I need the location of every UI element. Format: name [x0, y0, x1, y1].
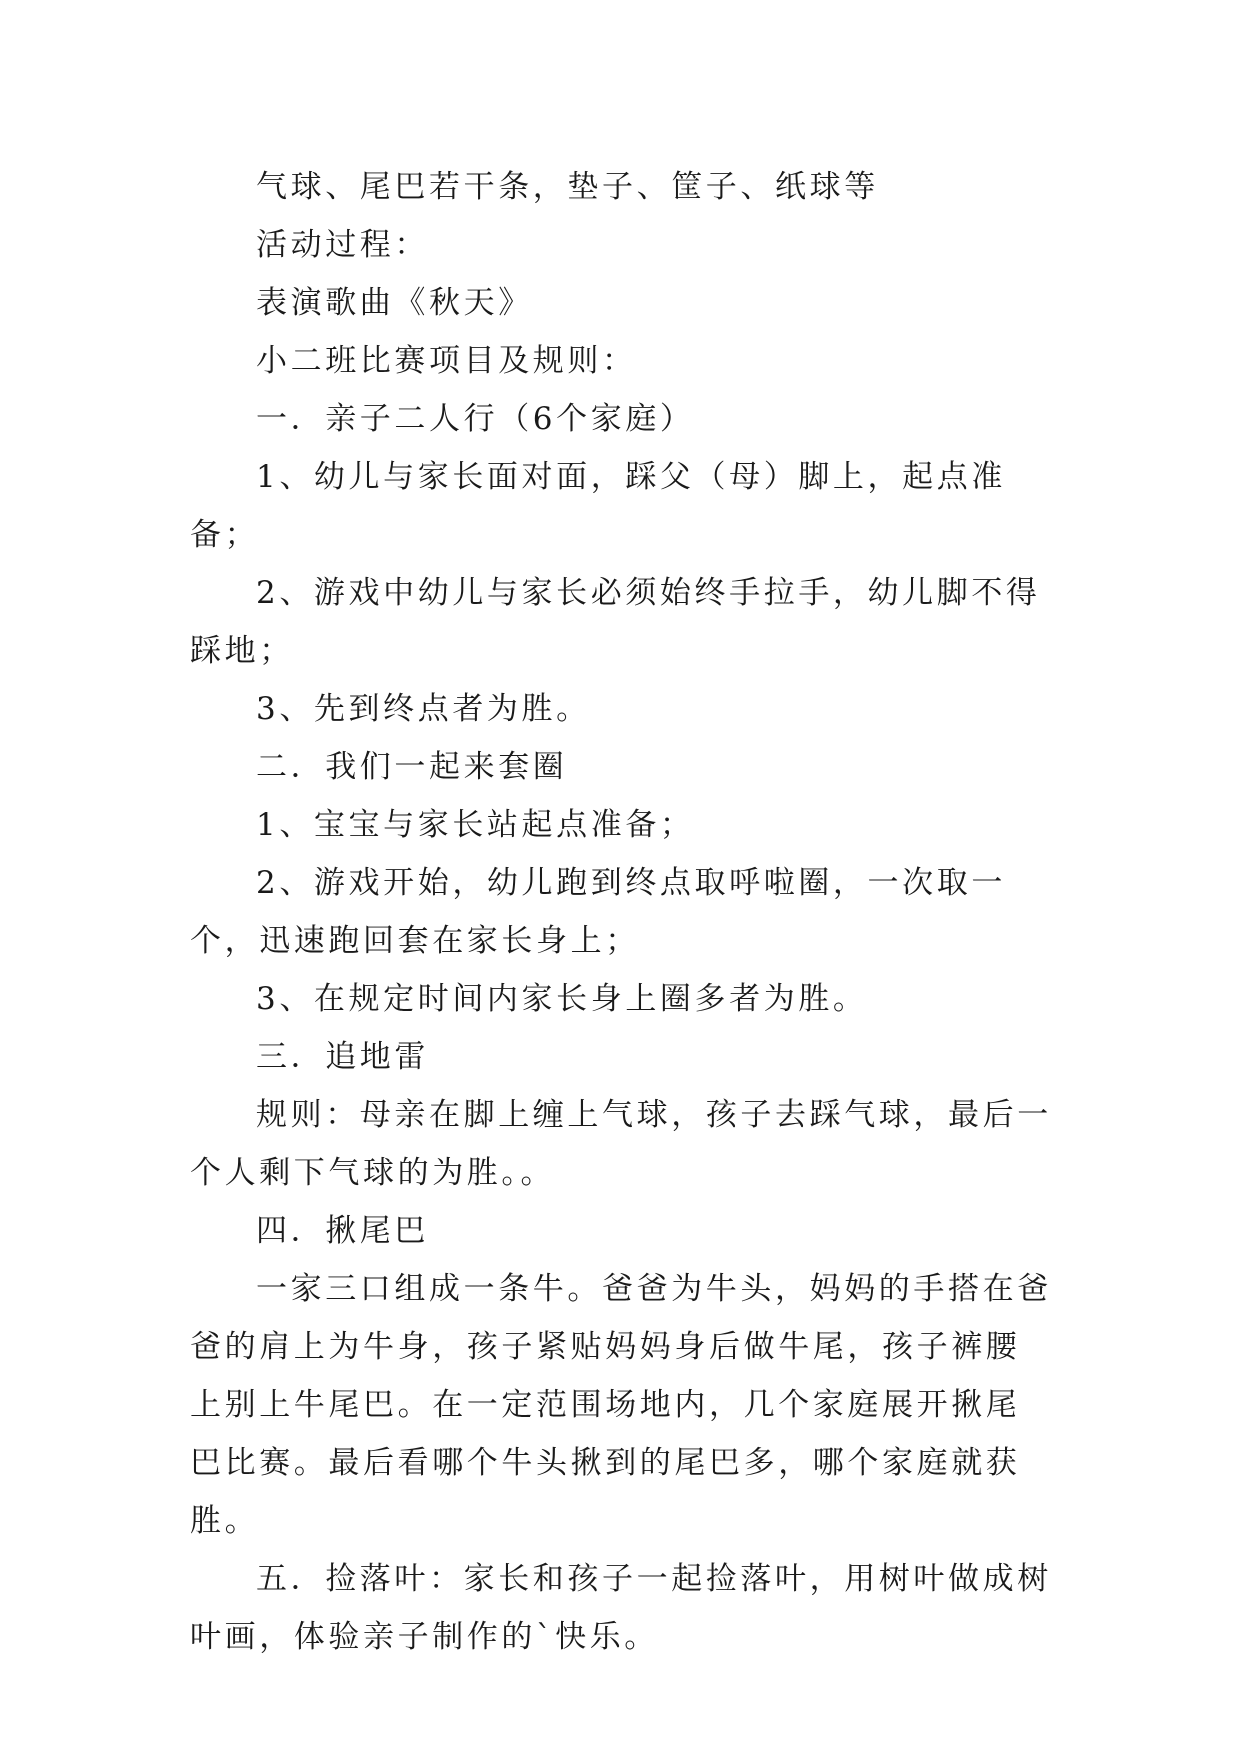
section-four-description: 一家三口组成一条牛。爸爸为牛头，妈妈的手搭在爸爸的肩上为牛身，孩子紧贴妈妈身后做牛尾，孩子裤腰上别上牛尾巴。在一定范围场地内，几个家庭展开揪尾巴比赛。最后看哪个牛头揪到的尾巴多，哪个家庭就获胜。: [190, 1271, 1052, 1539]
section-one-rule-3: 3、先到终点者为胜。: [256, 691, 591, 727]
section-three-rule: 规则：母亲在脚上缠上气球，孩子去踩气球，最后一个人剩下气球的为胜。。: [190, 1097, 1052, 1191]
section-two-rule-1: 1、宝宝与家长站起点准备；: [256, 807, 695, 843]
section-two-title: 二．我们一起来套圈: [256, 749, 568, 785]
materials-line: 气球、尾巴若干条，垫子、筐子、纸球等: [256, 169, 879, 205]
song-performance-line: 表演歌曲《秋天》: [256, 285, 533, 321]
section-four-title: 四．揪尾巴: [256, 1213, 429, 1249]
section-one-rule-2: 2、游戏中幼儿与家长必须始终手拉手，幼儿脚不得踩地；: [190, 575, 1041, 669]
document-body: [190, 158, 1052, 1666]
section-five-description: 五．捡落叶：家长和孩子一起捡落叶，用树叶做成树叶画，体验亲子制作的`快乐。: [190, 1561, 1052, 1655]
activity-process-heading: 活动过程：: [256, 227, 429, 263]
section-two-rule-2: 2、游戏开始，幼儿跑到终点取呼啦圈，一次取一个，迅速跑回套在家长身上；: [190, 865, 1006, 959]
competition-rules-heading: 小二班比赛项目及规则：: [256, 343, 637, 379]
section-two-rule-3: 3、在规定时间内家长身上圈多者为胜。: [256, 981, 868, 1017]
section-three-title: 三．追地雷: [256, 1039, 429, 1075]
section-one-rule-1: 1、幼儿与家长面对面，踩父（母）脚上，起点准备；: [190, 459, 1006, 553]
section-one-title: 一．亲子二人行（6个家庭）: [256, 401, 695, 437]
